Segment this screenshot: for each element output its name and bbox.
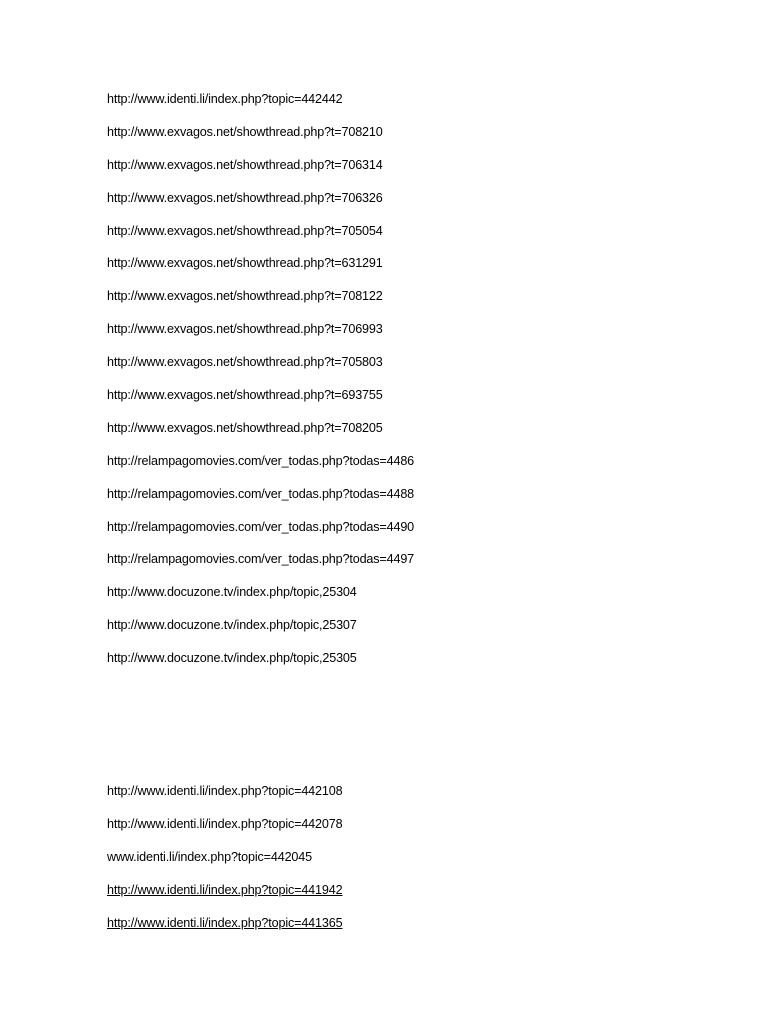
link-list-bottom: [107, 782, 342, 946]
link-line[interactable]: http://www.exvagos.net/showthread.php?t=705803: [107, 355, 383, 370]
link-line[interactable]: http://relampagomovies.com/ver_todas.php?todas=4497: [107, 552, 415, 567]
link-line[interactable]: http://www.exvagos.net/showthread.php?t=693755: [107, 388, 383, 403]
link-line[interactable]: www.identi.li/index.php?topic=442045: [107, 849, 312, 864]
link-line[interactable]: http://www.identi.li/index.php?topic=442108: [107, 784, 343, 798]
link-line[interactable]: http://www.exvagos.net/showthread.php?t=708205: [107, 420, 383, 435]
hyperlink[interactable]: http://www.identi.li/index.php?topic=441365: [107, 915, 343, 930]
link-line[interactable]: http://relampagomovies.com/ver_todas.php?todas=4488: [107, 486, 415, 501]
link-line[interactable]: http://www.docuzone.tv/index.php/topic,25304: [107, 585, 357, 600]
link-list-top: [107, 90, 414, 682]
hyperlink[interactable]: http://www.identi.li/index.php?topic=441942: [107, 882, 343, 897]
link-line[interactable]: http://www.exvagos.net/showthread.php?t=708210: [107, 124, 383, 139]
link-line[interactable]: http://www.exvagos.net/showthread.php?t=708122: [107, 289, 383, 304]
link-line[interactable]: http://www.exvagos.net/showthread.php?t=706326: [107, 190, 383, 205]
link-line[interactable]: http://www.identi.li/index.php?topic=442442: [107, 92, 343, 106]
link-line[interactable]: http://www.exvagos.net/showthread.php?t=706993: [107, 322, 383, 337]
link-line[interactable]: http://relampagomovies.com/ver_todas.php?todas=4486: [107, 453, 415, 468]
link-line[interactable]: http://relampagomovies.com/ver_todas.php?todas=4490: [107, 519, 415, 534]
link-line[interactable]: http://www.exvagos.net/showthread.php?t=706314: [107, 157, 383, 172]
link-line[interactable]: http://www.identi.li/index.php?topic=442078: [107, 816, 343, 831]
link-line[interactable]: http://www.docuzone.tv/index.php/topic,25307: [107, 618, 357, 633]
link-line[interactable]: http://www.exvagos.net/showthread.php?t=631291: [107, 256, 383, 271]
link-line[interactable]: http://www.docuzone.tv/index.php/topic,25305: [107, 651, 357, 666]
link-line[interactable]: http://www.exvagos.net/showthread.php?t=705054: [107, 223, 383, 238]
